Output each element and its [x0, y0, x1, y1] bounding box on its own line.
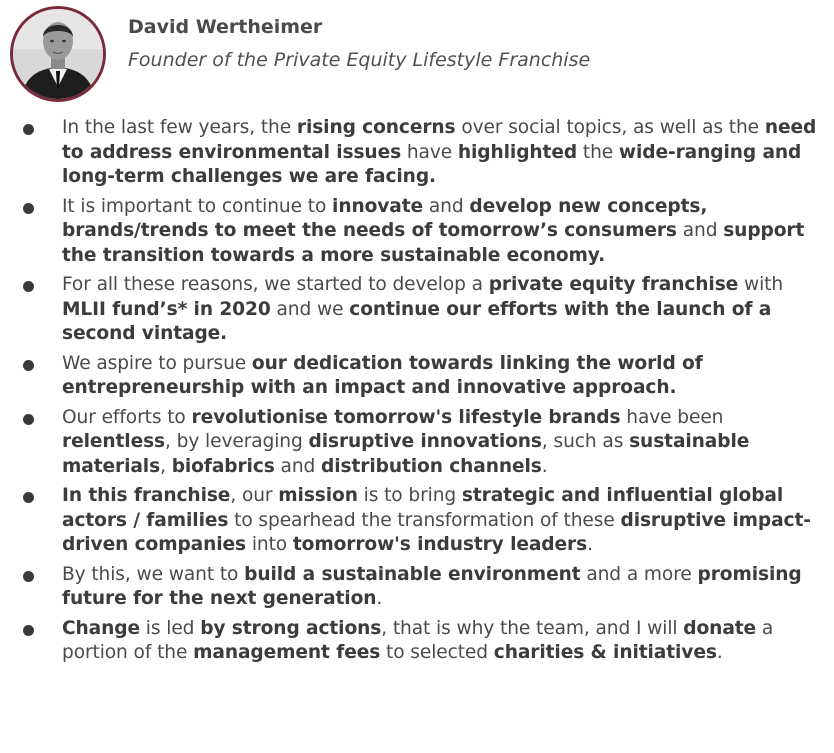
bold-text: by strong actions	[200, 617, 382, 639]
bold-text: charities & initiatives	[493, 642, 717, 663]
bold-text: our dedication towards linking the world of entrepreneurship with an impact and innovative approach.	[62, 352, 703, 398]
bold-text: disruptive impact-driven companies	[62, 509, 811, 555]
text: and a more	[580, 563, 698, 585]
bullet-dot-icon	[23, 281, 34, 292]
text: , by leveraging	[165, 431, 309, 452]
portrait-photo	[13, 9, 103, 99]
bold-text: strategic and influential global actors / families	[62, 485, 784, 531]
bold-text: disruptive innovations	[308, 431, 542, 452]
text: have	[401, 141, 458, 163]
text: and	[676, 220, 724, 241]
bold-text: relentless	[62, 431, 166, 452]
bold-text: need to address environmental issues	[62, 117, 817, 163]
bullet-item	[0, 484, 834, 558]
text: By this, we want to	[62, 563, 245, 585]
avatar	[10, 6, 106, 102]
text: .	[587, 534, 593, 555]
text: For all these reasons, we started to develop a	[62, 274, 489, 295]
bold-text: support the transition towards a more sustainable economy.	[62, 220, 805, 266]
bullet-item	[0, 116, 834, 190]
text: a portion of the	[62, 617, 774, 663]
bold-text: distribution channels	[321, 455, 542, 477]
bullet-dot-icon	[23, 571, 34, 582]
bold-text: mission	[278, 485, 358, 506]
bullet-dot-icon	[23, 203, 34, 214]
bullet-dot-icon	[23, 360, 34, 371]
text: over social topics, as well as the	[455, 117, 765, 138]
text: , such as	[541, 431, 630, 452]
profile-header	[0, 0, 834, 110]
text: the	[577, 141, 619, 163]
bold-text: innovate	[332, 195, 424, 217]
bullet-item	[0, 273, 834, 347]
bold-text: In this franchise	[62, 485, 231, 506]
text: to spearhead the transformation of these	[228, 509, 621, 531]
bold-text: biofabrics	[171, 455, 275, 477]
text: into	[246, 534, 293, 555]
text: to selected	[380, 642, 494, 663]
bold-text: Change	[62, 617, 140, 639]
text: have been	[620, 406, 724, 428]
text: .	[541, 455, 548, 477]
statement-list	[0, 116, 834, 671]
text: is led	[140, 617, 201, 639]
bold-text: revolutionise tomorrow's lifestyle brands	[191, 406, 621, 428]
text: Our efforts to	[62, 406, 192, 428]
bold-text: management fees	[193, 642, 381, 663]
text: is to bring	[357, 485, 462, 506]
bullet-item	[0, 352, 834, 401]
profile-role: Founder of the Private Equity Lifestyle Franchise	[128, 49, 591, 71]
bold-text: highlighted	[457, 141, 578, 163]
text: and	[274, 455, 322, 477]
text: .	[716, 642, 723, 663]
bold-text: develop new concepts, brands/trends to meet the needs of tomorrow’s consumers	[62, 195, 708, 241]
bullet-dot-icon	[23, 625, 34, 636]
text: In the last few years, the	[62, 117, 297, 138]
text: .	[376, 588, 383, 609]
bold-text: wide-ranging and long-term challenges we are facing.	[62, 141, 802, 187]
bold-text: build a sustainable environment	[244, 563, 581, 585]
text: We aspire to pursue	[62, 352, 252, 374]
text: It is important to continue to	[62, 195, 333, 217]
text: ,	[160, 455, 172, 477]
bold-text: private equity franchise	[488, 274, 739, 295]
text: with	[738, 274, 784, 295]
bold-text: donate	[683, 617, 757, 639]
text: , that is why the team, and I will	[381, 617, 684, 639]
bullet-dot-icon	[23, 124, 34, 135]
bullet-item	[0, 617, 834, 666]
bold-text: sustainable materials	[62, 431, 750, 477]
bold-text: tomorrow's industry leaders	[292, 534, 588, 555]
bullet-item	[0, 563, 834, 612]
bold-text: continue our efforts with the launch of a second vintage.	[62, 298, 772, 344]
text: , our	[230, 485, 279, 506]
bullet-item	[0, 195, 834, 269]
bold-text: rising concerns	[296, 117, 456, 138]
bold-text: promising future for the next generation	[62, 563, 802, 609]
text: and	[423, 195, 470, 217]
bullet-dot-icon	[23, 492, 34, 503]
bullet-item	[0, 406, 834, 480]
profile-name: David Wertheimer	[128, 16, 323, 38]
text: and we	[270, 298, 350, 320]
bullet-dot-icon	[23, 414, 34, 425]
bold-text: MLII fund’s* in 2020	[62, 298, 271, 320]
